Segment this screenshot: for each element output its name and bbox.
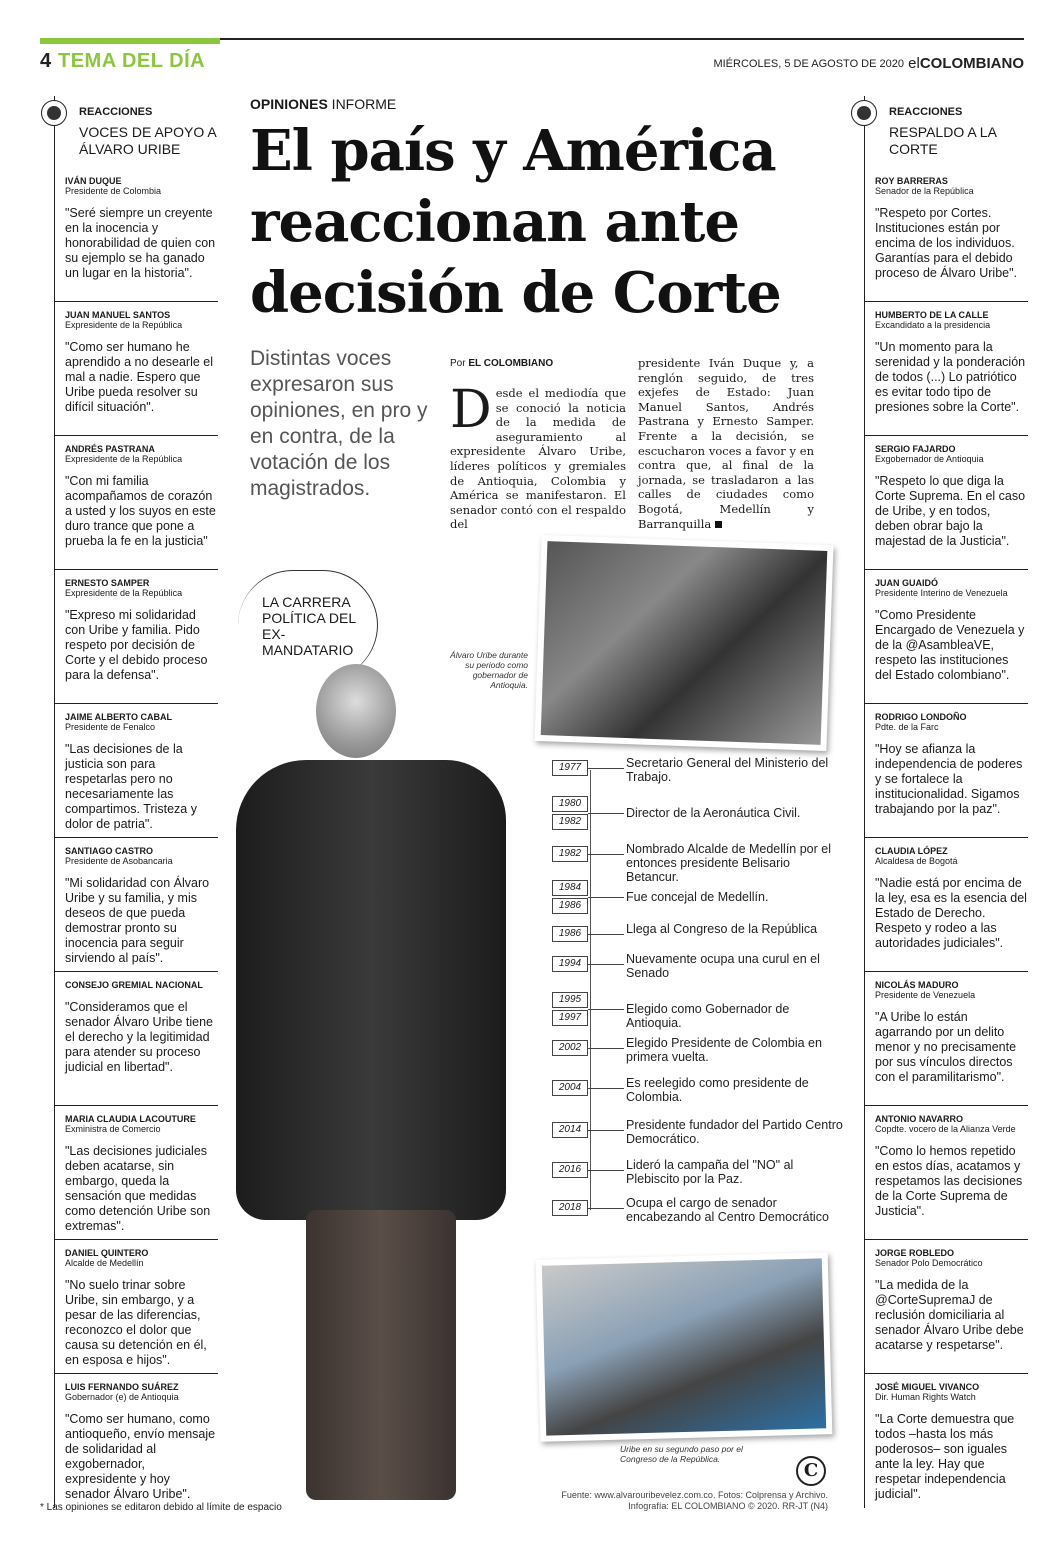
drop-cap: D [450, 380, 492, 440]
deck: Distintas voces expresaron sus opiniones, en pro y en contra, de la votación de los magistrados. [250, 347, 428, 500]
credits [520, 1490, 828, 1512]
reaction-role: Expresidente de la República [65, 588, 183, 598]
timeline-year: 1994 [552, 956, 588, 972]
timeline-event: Elegido Presidente de Colombia en primera vuelta. [626, 1036, 822, 1064]
timeline-connector [588, 1170, 624, 1171]
reaction-entry [54, 436, 218, 570]
reaction-entry [864, 168, 1028, 302]
reaction-entry [54, 972, 218, 1106]
reaction-quote: "Un momento para la serenidad y la ponderación de todos (...) Lo patriótico es evitar todo tipo de presiones sobre la Corte". [875, 340, 1026, 414]
figure-head [316, 664, 396, 758]
timeline-event: Llega al Congreso de la República [626, 922, 818, 936]
article-body-col1 [450, 380, 626, 532]
brand-name: COLOMBIANO [919, 55, 1024, 72]
reaction-quote: "Nadie está por encima de la ley, esa es la esencia del Estado de Derecho. Respeto y rodeo a las autoridades judiciales". [875, 876, 1027, 950]
reaction-name: JUAN MANUEL SANTOS [65, 310, 171, 320]
reaction-entry [864, 1106, 1028, 1240]
reaction-entry [54, 1374, 218, 1508]
reaction-entry [864, 302, 1028, 436]
right-column-header [864, 96, 1028, 168]
timeline-event: Nuevamente ocupa una curul en el Senado [626, 952, 820, 980]
reaction-role: Gobernador (e) de Antioquia [65, 1392, 179, 1402]
timeline-connector [588, 813, 624, 814]
reaction-quote: "La Corte demuestra que todos –hasta los más poderosos– son iguales ante la ley. Hay que respetar independencia judicial". [875, 1412, 1015, 1501]
reaction-role: Pdte. de la Farc [875, 722, 939, 732]
reaction-name: LUIS FERNANDO SUÁREZ [65, 1382, 179, 1392]
reaction-role: Alcalde de Medellín [65, 1258, 144, 1268]
timeline-connector [588, 854, 624, 855]
reaction-quote: "Mi solidaridad con Álvaro Uribe y su familia, y mis deseos de que pueda demostrar pronto su inocencia para seguir sirviendo al país". [65, 876, 210, 965]
timeline-connector [588, 1048, 624, 1049]
photo-congress-caption: Uribe en su segundo paso por el Congreso de la República. [620, 1444, 743, 1464]
reaction-name: RODRIGO LONDOÑO [875, 712, 967, 722]
reaction-role: Excandidato a la presidencia [875, 320, 991, 330]
timeline-year: 1982 [552, 846, 588, 862]
infographic-title: LA CARRERA POLÍTICA DEL EX-MANDATARIO [262, 594, 356, 658]
reaction-entry [54, 1240, 218, 1374]
right-column-tag: REACCIONES [889, 106, 963, 118]
page-number: 4 [40, 50, 52, 72]
reaction-role: Dir. Human Rights Watch [875, 1392, 976, 1402]
reaction-name: ERNESTO SAMPER [65, 578, 150, 588]
timeline-year: 1984 [552, 880, 588, 896]
right-entries [850, 168, 1028, 1508]
reaction-quote: "Respeto lo que diga la Corte Suprema. En el caso de Uribe, y en todos, deben obrar bajo la majestad de la Justicia". [875, 474, 1026, 548]
photo-congress-image [542, 1258, 826, 1435]
reaction-name: JOSÉ MIGUEL VIVANCO [875, 1382, 980, 1392]
reaction-entry [864, 570, 1028, 704]
footnote: * Las opiniones se editaron debido al límite de espacio [40, 1502, 282, 1513]
timeline-year: 1977 [552, 760, 588, 776]
reaction-role: Presidente de Venezuela [875, 990, 976, 1000]
timeline-event: Elegido como Gobernador de Antioquia. [626, 1002, 790, 1030]
end-mark [715, 521, 722, 528]
credits-line-2: Infografía: EL COLOMBIANO © 2020. RR-JT (N4) [628, 1501, 828, 1511]
byline-author: EL COLOMBIANO [468, 358, 554, 369]
reaction-role: Presidente Interino de Venezuela [875, 588, 1008, 598]
brand-logo [908, 55, 1024, 72]
timeline-year: 2002 [552, 1040, 588, 1056]
photo-governor [534, 535, 833, 751]
timeline-connector [588, 1208, 624, 1209]
reaction-name: JAIME ALBERTO CABAL [65, 712, 173, 722]
reaction-name: MARIA CLAUDIA LACOUTURE [65, 1114, 196, 1124]
reaction-name: DANIEL QUINTERO [65, 1248, 149, 1258]
reaction-role: Copdte. vocero de la Alianza Verde [875, 1124, 1016, 1134]
reaction-entry [54, 302, 218, 436]
reaction-quote: "Como Presidente Encargado de Venezuela y de la @AsambleaVE, respeto las instituciones del Estado colombiano". [875, 608, 1025, 682]
body-text-1: esde el mediodía que se conoció la noticia de la medida de aseguramiento al expresidente Álvaro Uribe, líderes políticos y gremiales de Antioquia, Colombia y América se manifestaron. El senador contó con el respaldo del [450, 386, 626, 532]
left-column-header [54, 96, 218, 168]
reaction-name: ANTONIO NAVARRO [875, 1114, 964, 1124]
timeline-year: 1997 [552, 1010, 588, 1026]
left-reactions-column [40, 96, 218, 1508]
right-column-subtitle: RESPALDO A LA CORTE [889, 124, 997, 157]
timeline-event: Presidente fundador del Partido Centro Democrático. [626, 1118, 843, 1146]
reaction-entry [54, 838, 218, 972]
section-accent-bar [40, 38, 220, 44]
reaction-quote: "Como ser humano he aprendido a no desearle el mal a nadie. Espero que Uribe pueda resolver su difícil situación". [65, 340, 214, 414]
reaction-entry [54, 704, 218, 838]
timeline-connector [588, 768, 624, 769]
credits-line-1: Fuente: www.alvarouribevelez.com.co. Fotos: Colprensa y Archivo. [561, 1490, 828, 1500]
reaction-quote: "Las decisiones de la justicia son para respetarlas pero no necesariamente las compartimos. Tristeza y dolor de patria". [65, 742, 197, 831]
kicker-bold: OPINIONES [250, 96, 328, 112]
reaction-quote: "Con mi familia acompañamos de corazón a usted y los suyos en este duro trance que pone a prueba la fe en la justicia" [65, 474, 216, 548]
reaction-entry [54, 168, 218, 302]
reaction-name: JORGE ROBLEDO [875, 1248, 955, 1258]
reaction-entry [864, 1374, 1028, 1508]
reaction-role: Senador Polo Democrático [875, 1258, 983, 1268]
timeline-year: 2014 [552, 1122, 588, 1138]
reaction-entry [864, 838, 1028, 972]
timeline-year: 1982 [552, 814, 588, 830]
brand-prefix: el [908, 55, 920, 72]
figure-body [236, 760, 506, 1220]
timeline-axis [590, 770, 591, 1210]
reaction-name: JUAN GUAIDÓ [875, 578, 939, 588]
reaction-role: Presidente de Fenalco [65, 722, 156, 732]
dateline: MIÉRCOLES, 5 DE AGOSTO DE 2020 [713, 58, 904, 70]
right-reactions-column [850, 96, 1028, 1508]
timeline-connector [588, 1088, 624, 1089]
reaction-role: Presidente de Asobancaria [65, 856, 173, 866]
speech-bubble-icon [41, 100, 67, 126]
timeline-year: 2004 [552, 1080, 588, 1096]
article-kicker [250, 96, 396, 112]
reaction-role: Exministra de Comercio [65, 1124, 161, 1134]
section-title: TEMA DEL DÍA [58, 50, 206, 72]
photo-governor-caption: Álvaro Uribe durante su periodo como gobernador de Antioquia. [450, 650, 528, 690]
photo-congress [536, 1252, 833, 1442]
timeline-year: 2018 [552, 1200, 588, 1216]
reaction-quote: "Las decisiones judiciales deben acatarse, sin embargo, queda la sensación que medidas como detención Uribe son extremas". [65, 1144, 211, 1233]
timeline-year: 1986 [552, 926, 588, 942]
article-body-col2 [638, 356, 814, 531]
reaction-entry [864, 972, 1028, 1106]
reaction-quote: "Consideramos que el senador Álvaro Uribe tiene el derecho y la legitimidad para atender su proceso judicial en libertad". [65, 1000, 213, 1074]
reaction-quote: "A Uribe lo están agarrando por un delito menor y no precisamente por sus vínculos directos con el paramilitarismo". [875, 1010, 1017, 1084]
reaction-role: Exgobernador de Antioquia [875, 454, 984, 464]
uribe-figure-image [236, 650, 506, 1500]
reaction-role: Alcaldesa de Bogotá [875, 856, 958, 866]
timeline-event: Secretario General del Ministerio del Trabajo. [626, 756, 829, 784]
reaction-name: ROY BARRERAS [875, 176, 948, 186]
timeline-event: Es reelegido como presidente de Colombia. [626, 1076, 809, 1104]
reaction-name: SANTIAGO CASTRO [65, 846, 154, 856]
reaction-name: SERGIO FAJARDO [875, 444, 956, 454]
reaction-entry [54, 570, 218, 704]
timeline-connector [588, 897, 624, 898]
timeline-connector [588, 934, 624, 935]
reaction-entry [864, 704, 1028, 838]
colombiano-c-logo: C [796, 1456, 826, 1486]
reaction-name: ANDRÉS PASTRANA [65, 444, 155, 454]
left-column-tag: REACCIONES [79, 106, 153, 118]
timeline-year: 1986 [552, 898, 588, 914]
speech-bubble-icon [851, 100, 877, 126]
reaction-quote: "La medida de la @CorteSupremaJ de reclusión domiciliaria al senador Álvaro Uribe debe acatarse y respetarse". [875, 1278, 1024, 1352]
reaction-role: Expresidente de la República [65, 320, 183, 330]
body-text-2: presidente Iván Duque y, a renglón seguido, de tres exjefes de Estado: Juan Manuel Santos, Andrés Pastrana y Ernesto Samper. Frente a la decisión, se escucharon voces a favor y en contra que, al final de la jornada, se trasladaron a las calles de ciudades como Bogotá, Medellín y Barranquilla [638, 356, 814, 531]
reaction-entry [864, 436, 1028, 570]
left-column-subtitle: VOCES DE APOYO A ÁLVARO URIBE [79, 124, 216, 157]
byline [450, 358, 553, 369]
reaction-quote: "Respeto por Cortes. Instituciones están por encima de los individuos. Garantías para el debido proceso de Álvaro Uribe". [875, 206, 1018, 280]
reaction-role: Senador de la República [875, 186, 974, 196]
timeline-connector [588, 1130, 624, 1131]
timeline-event: Director de la Aeronáutica Civil. [626, 806, 801, 820]
reaction-quote: "Como lo hemos repetido en estos días, acatamos y respetamos las decisiones de la Corte Suprema de Justicia". [875, 1144, 1023, 1218]
timeline-connector [588, 964, 624, 965]
reaction-quote: "Como ser humano, como antioqueño, envío mensaje de solidaridad al exgobernador, expresidente y hoy senador Álvaro Uribe". [65, 1412, 216, 1501]
reaction-role: Presidente de Colombia [65, 186, 162, 196]
reaction-entry [54, 1106, 218, 1240]
figure-legs [306, 1210, 456, 1500]
timeline-connector [588, 1009, 624, 1010]
reaction-quote: "No suelo trinar sobre Uribe, sin embargo, y a pesar de las diferencias, reconozco el dolor que causa su detención en él, en esposa e hijos". [65, 1278, 207, 1367]
kicker-rest: INFORME [327, 96, 397, 112]
timeline-event: Fue concejal de Medellín. [626, 890, 769, 904]
photo-governor-image [541, 541, 828, 745]
reaction-name: IVÁN DUQUE [65, 176, 122, 186]
left-entries [40, 168, 218, 1508]
reaction-name: CLAUDIA LÓPEZ [875, 846, 948, 856]
timeline-year: 2016 [552, 1162, 588, 1178]
reaction-name: NICOLÁS MADURO [875, 980, 959, 990]
timeline-event: Ocupa el cargo de senador encabezando al Centro Democrático [626, 1196, 829, 1224]
reaction-name: HUMBERTO DE LA CALLE [875, 310, 989, 320]
reaction-entry [864, 1240, 1028, 1374]
reaction-quote: "Expreso mi solidaridad con Uribe y familia. Pido respeto por decisión de Corte y el debido proceso para la defensa". [65, 608, 208, 682]
byline-prefix: Por [450, 358, 469, 369]
headline: El país y América reaccionan ante decisión de Corte [250, 118, 781, 326]
timeline-year: 1980 [552, 796, 588, 812]
timeline-event: Nombrado Alcalde de Medellín por el entonces presidente Belisario Betancur. [626, 842, 831, 884]
timeline-year: 1995 [552, 992, 588, 1008]
reaction-name: CONSEJO GREMIAL NACIONAL [65, 980, 203, 990]
reaction-quote: "Seré siempre un creyente en la inocencia y honorabilidad de quien con su ejemplo se ha ganado un lugar en la historia". [65, 206, 216, 280]
reaction-role: Expresidente de la República [65, 454, 183, 464]
reaction-quote: "Hoy se afianza la independencia de poderes y se fortalece la institucionalidad. Sigamos trabajando por la paz". [875, 742, 1023, 816]
timeline-event: Lideró la campaña del "NO" al Plebiscito por la Paz. [626, 1158, 794, 1186]
